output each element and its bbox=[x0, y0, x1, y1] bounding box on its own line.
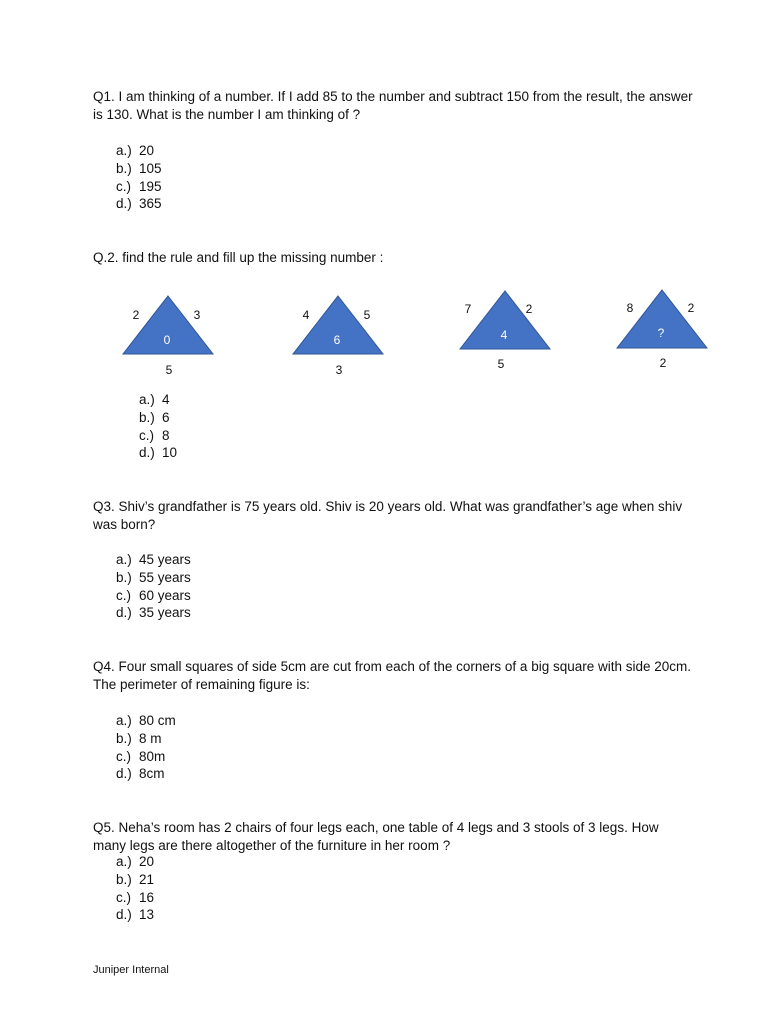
option-d: d.) 8cm bbox=[116, 766, 165, 782]
option-d: d.) 35 years bbox=[116, 605, 191, 621]
triangle-4-right: 2 bbox=[687, 301, 695, 315]
question-4-text: Q4. Four small squares of side 5cm are cut from each of the corners of a big square with side 20cm. The perimeter of remaining figure is: bbox=[93, 659, 692, 692]
option-b: b.) 21 bbox=[116, 871, 155, 887]
triangle-3-center: 4 bbox=[500, 328, 508, 342]
option-b: b.) 105 bbox=[116, 160, 162, 176]
option-a: a.) 20 bbox=[116, 854, 155, 869]
triangle-2-center: 6 bbox=[333, 333, 341, 347]
triangle-1-bottom: 5 bbox=[165, 363, 173, 377]
question-2-text: Q.2. find the rule and fill up the missing number : bbox=[93, 250, 384, 265]
triangle-4-center: ? bbox=[657, 326, 665, 340]
option-b: b.) 6 bbox=[139, 409, 170, 425]
option-d: d.) 13 bbox=[116, 907, 155, 923]
option-c: c.) 80m bbox=[116, 748, 166, 764]
triangle-1-left: 2 bbox=[132, 308, 140, 322]
question-2-options bbox=[139, 391, 177, 462]
triangle-2-left: 4 bbox=[302, 308, 310, 322]
question-1-text: Q1. I am thinking of a number. If I add 85 to the number and subtract 150 from the result, the answer is 130. What is the number I am thinking of ? bbox=[93, 89, 693, 122]
triangle-1-center: 0 bbox=[163, 333, 171, 347]
triangle-3-right: 2 bbox=[525, 302, 533, 316]
option-a: a.) 80 cm bbox=[116, 713, 176, 728]
option-c: c.) 60 years bbox=[116, 587, 191, 603]
question-3-text: Q3. Shiv’s grandfather is 75 years old. Shiv is 20 years old. What was grandfather’s age when shiv was born? bbox=[93, 499, 683, 532]
question-5-text: Q5. Neha’s room has 2 chairs of four legs each, one table of 4 legs and 3 stools of 3 legs. How many legs are there altogether of the furniture in her room ? bbox=[93, 820, 659, 853]
option-a: a.) 20 bbox=[116, 143, 155, 158]
question-4-options bbox=[116, 712, 176, 783]
option-d: d.) 10 bbox=[139, 445, 178, 461]
option-a: a.) 45 years bbox=[116, 552, 191, 567]
option-b: b.) 8 m bbox=[116, 730, 162, 746]
triangle-4-bottom: 2 bbox=[659, 356, 667, 370]
option-d: d.) 365 bbox=[116, 196, 162, 212]
triangle-2-bottom: 3 bbox=[335, 363, 343, 377]
option-c: c.) 8 bbox=[139, 427, 170, 443]
triangle-3-bottom: 5 bbox=[497, 357, 505, 371]
triangle-3-left: 7 bbox=[464, 302, 472, 316]
option-c: c.) 16 bbox=[116, 889, 155, 905]
question-3-options bbox=[116, 551, 191, 622]
triangle-4 bbox=[616, 289, 708, 349]
option-b: b.) 55 years bbox=[116, 569, 191, 585]
option-c: c.) 195 bbox=[116, 178, 162, 194]
question-5-options bbox=[116, 853, 154, 924]
footer-label: Juniper Internal bbox=[93, 964, 169, 976]
question-1-options bbox=[116, 142, 162, 213]
triangle-1-right: 3 bbox=[193, 308, 201, 322]
triangle-4-left: 8 bbox=[626, 301, 634, 315]
triangle-2-right: 5 bbox=[363, 308, 371, 322]
option-a: a.) 4 bbox=[139, 392, 170, 407]
